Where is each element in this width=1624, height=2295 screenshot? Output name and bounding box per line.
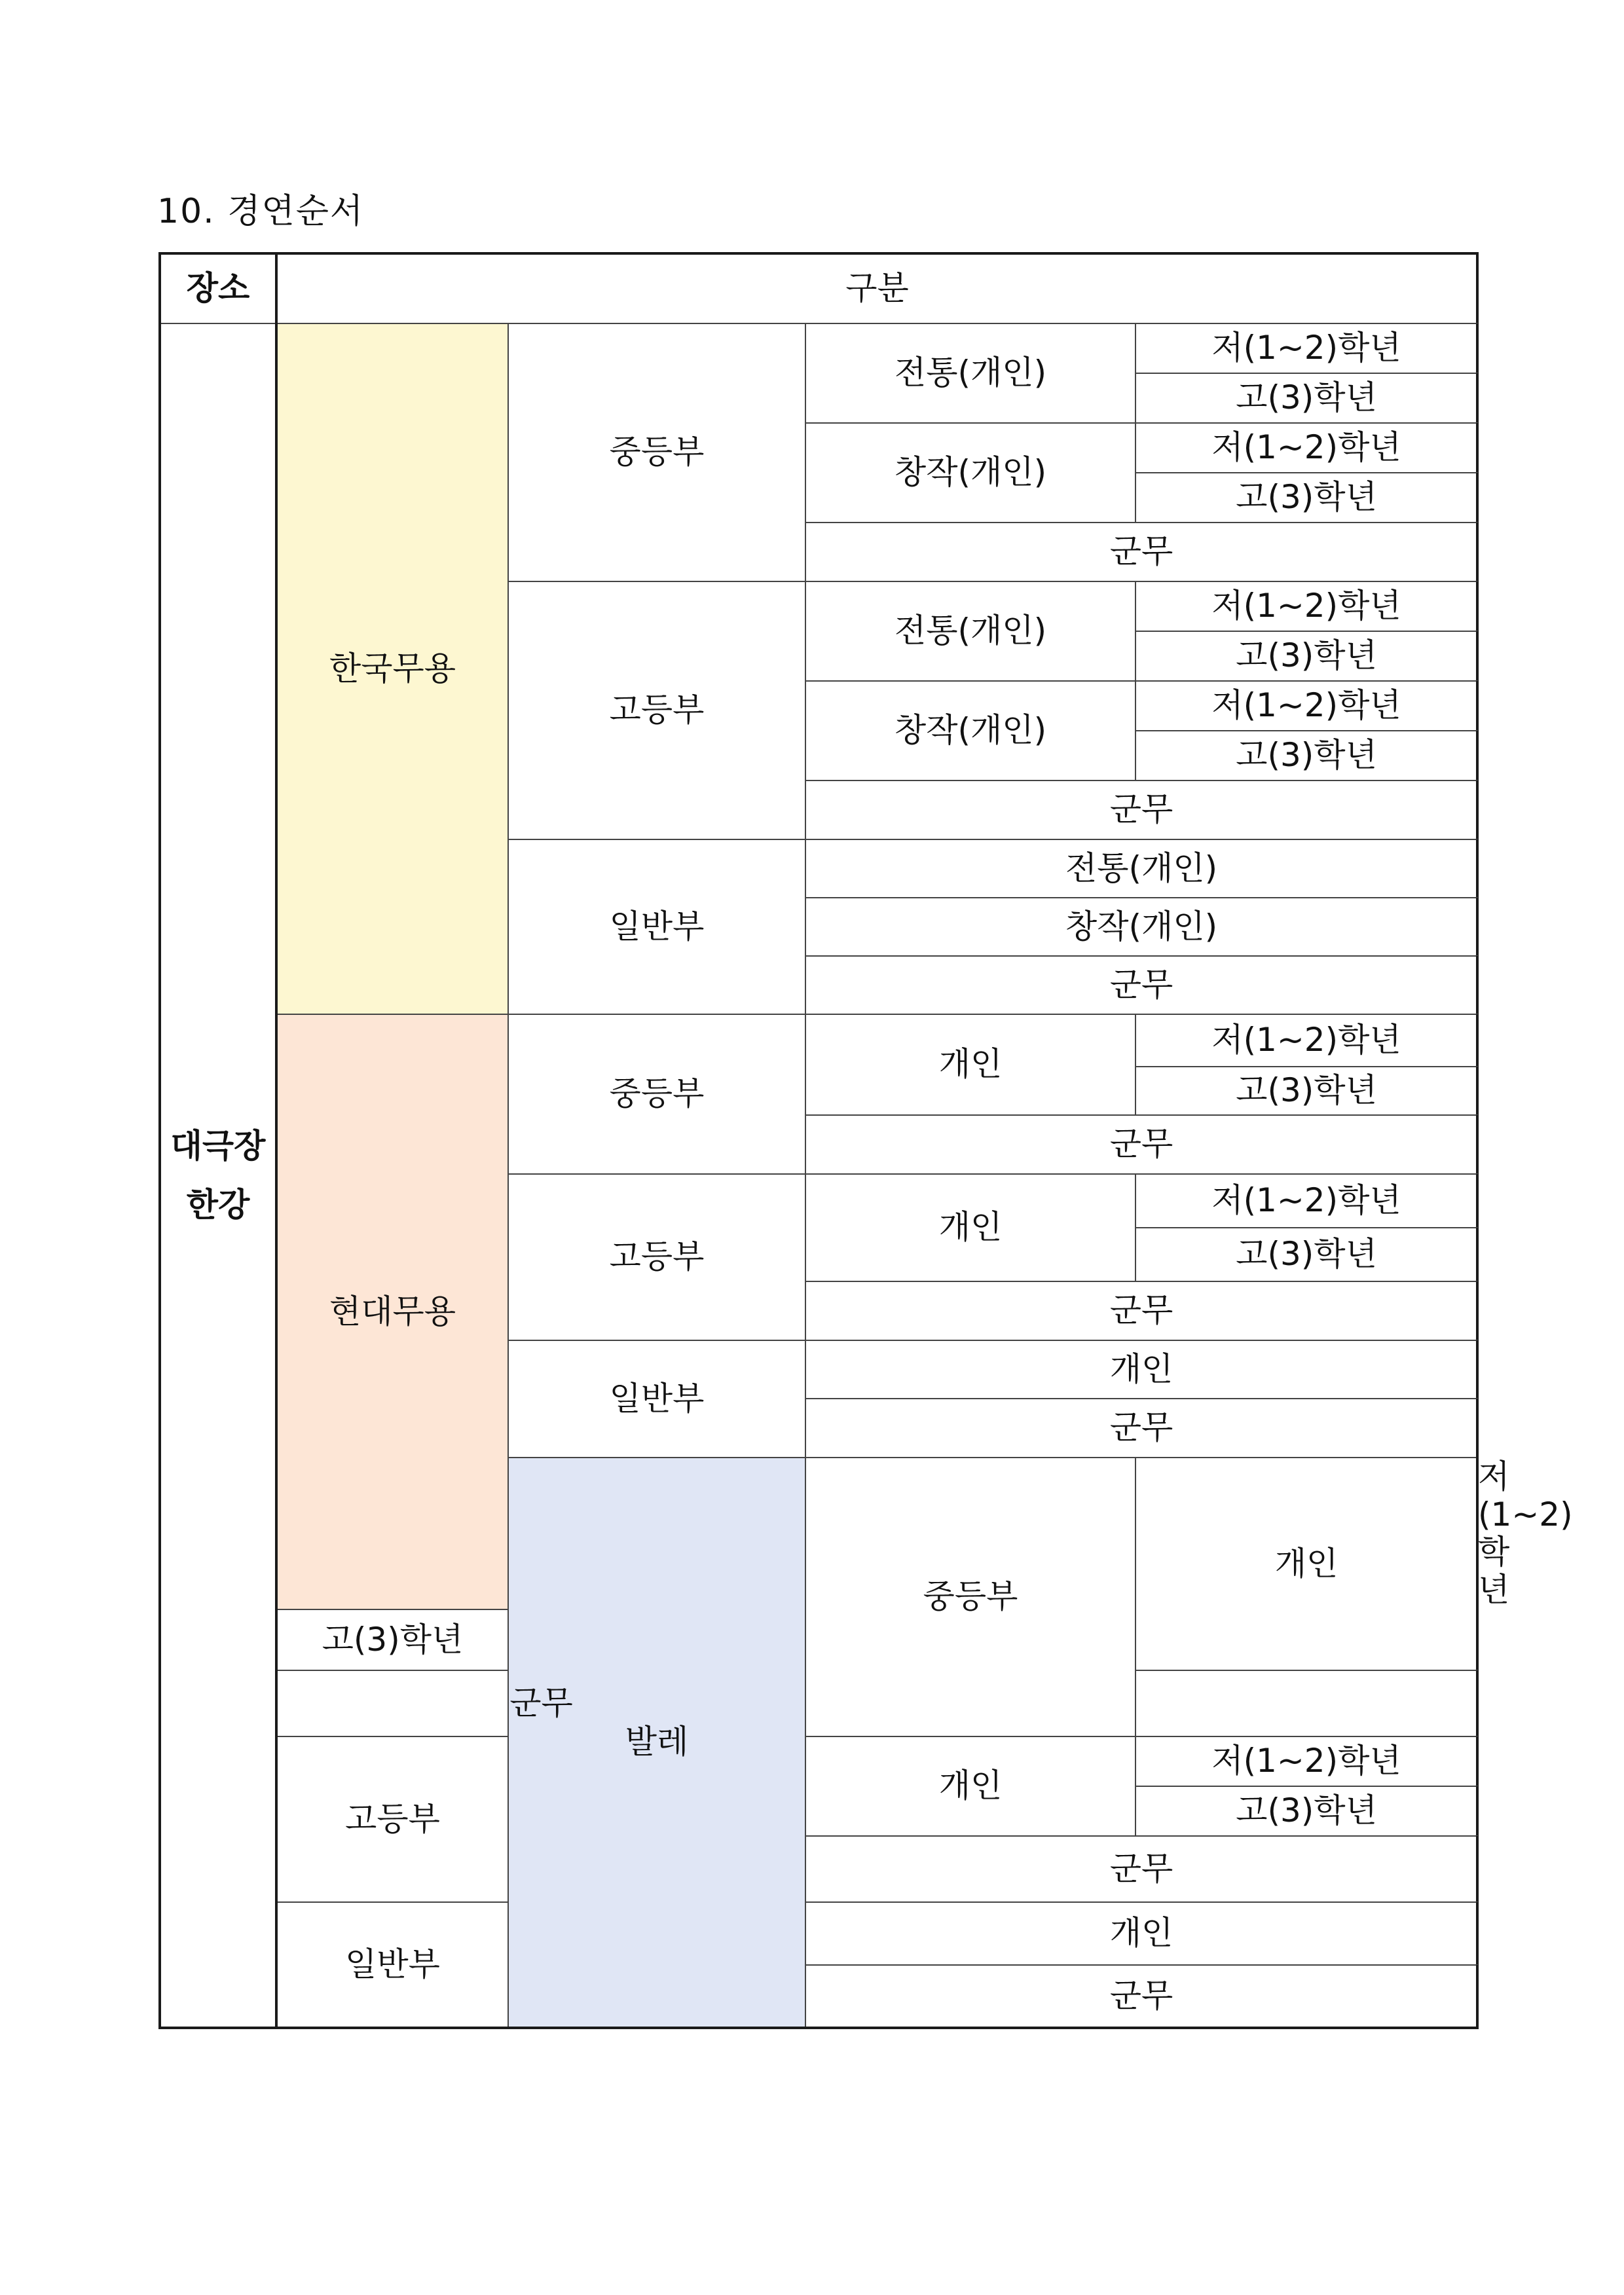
division-general: 일반부 [508,839,805,1014]
type-traditional: 전통(개인) [805,323,1135,423]
type-group: 군무 [805,1836,1477,1902]
section-heading: 10. 경연순서 [157,192,365,231]
type-group: 군무 [805,956,1477,1014]
table-row [160,1014,1477,1067]
type-group: 군무 [805,1965,1477,2028]
type-individual: 개인 [805,1014,1135,1115]
venue-header: 장소 [160,253,276,323]
genre-ballet: 발레 [508,1458,805,2028]
grade-upper: 고(3)학년 [1135,373,1477,423]
division-middle: 중등부 [805,1458,1135,1736]
table-header-row [160,253,1477,323]
division-general: 일반부 [276,1902,508,2028]
type-creative: 창작(개인) [805,898,1477,956]
type-group: 군무 [805,523,1477,581]
grade-upper: 고(3)학년 [1135,1228,1477,1281]
table-row [160,323,1477,373]
venue-name: 대극장 [170,1127,266,1165]
type-traditional: 전통(개인) [805,581,1135,681]
genre-korean-dance: 한국무용 [276,323,508,1014]
type-traditional: 전통(개인) [805,839,1477,898]
division-high: 고등부 [508,581,805,839]
genre-modern-dance: 현대무용 [276,1014,508,1609]
grade-upper: 고(3)학년 [1135,1067,1477,1115]
type-individual: 개인 [805,1340,1477,1399]
type-individual: 개인 [805,1174,1135,1281]
grade-upper: 고(3)학년 [1135,473,1477,523]
grade-lower: 저(1~2)학년 [1135,681,1477,731]
grade-upper: 고(3)학년 [1135,731,1477,780]
type-creative: 창작(개인) [805,681,1135,780]
type-group: 군무 [805,1399,1477,1458]
grade-lower: 저(1~2)학년 [1135,1174,1477,1228]
grade-lower: 저(1~2)학년 [1135,1014,1477,1067]
type-creative: 창작(개인) [805,423,1135,523]
grade-upper: 고(3)학년 [1135,631,1477,681]
type-individual: 개인 [805,1736,1135,1836]
division-middle: 중등부 [508,1014,805,1174]
type-group: 군무 [805,780,1477,839]
division-middle: 중등부 [508,323,805,581]
division-general: 일반부 [508,1340,805,1458]
table-row [160,1736,1477,1786]
grade-lower: 저(1~2)학년 [1135,581,1477,631]
performance-order-table [158,252,1573,2029]
grade-upper: 고(3)학년 [1135,1786,1477,1836]
table-row [160,1902,1477,1965]
grade-lower: 저(1~2)학년 [1135,1736,1477,1786]
category-header: 구분 [276,253,1477,323]
type-individual: 개인 [1135,1458,1477,1670]
type-group: 군무 [805,1281,1477,1340]
type-group: 군무 [805,1115,1477,1174]
division-high: 고등부 [508,1174,805,1340]
venue-cell [160,323,276,2028]
grade-lower: 저(1~2)학년 [1135,323,1477,373]
type-individual: 개인 [805,1902,1477,1965]
division-high: 고등부 [276,1736,508,1902]
type-group: 군무 [276,1670,805,1736]
grade-upper: 고(3)학년 [276,1609,508,1670]
table-row: 발레 중등부 개인 저(1~2)학년 [160,1458,1477,1609]
venue-hall: 한강 [186,1186,250,1224]
grade-lower: 저(1~2)학년 [1135,423,1477,473]
